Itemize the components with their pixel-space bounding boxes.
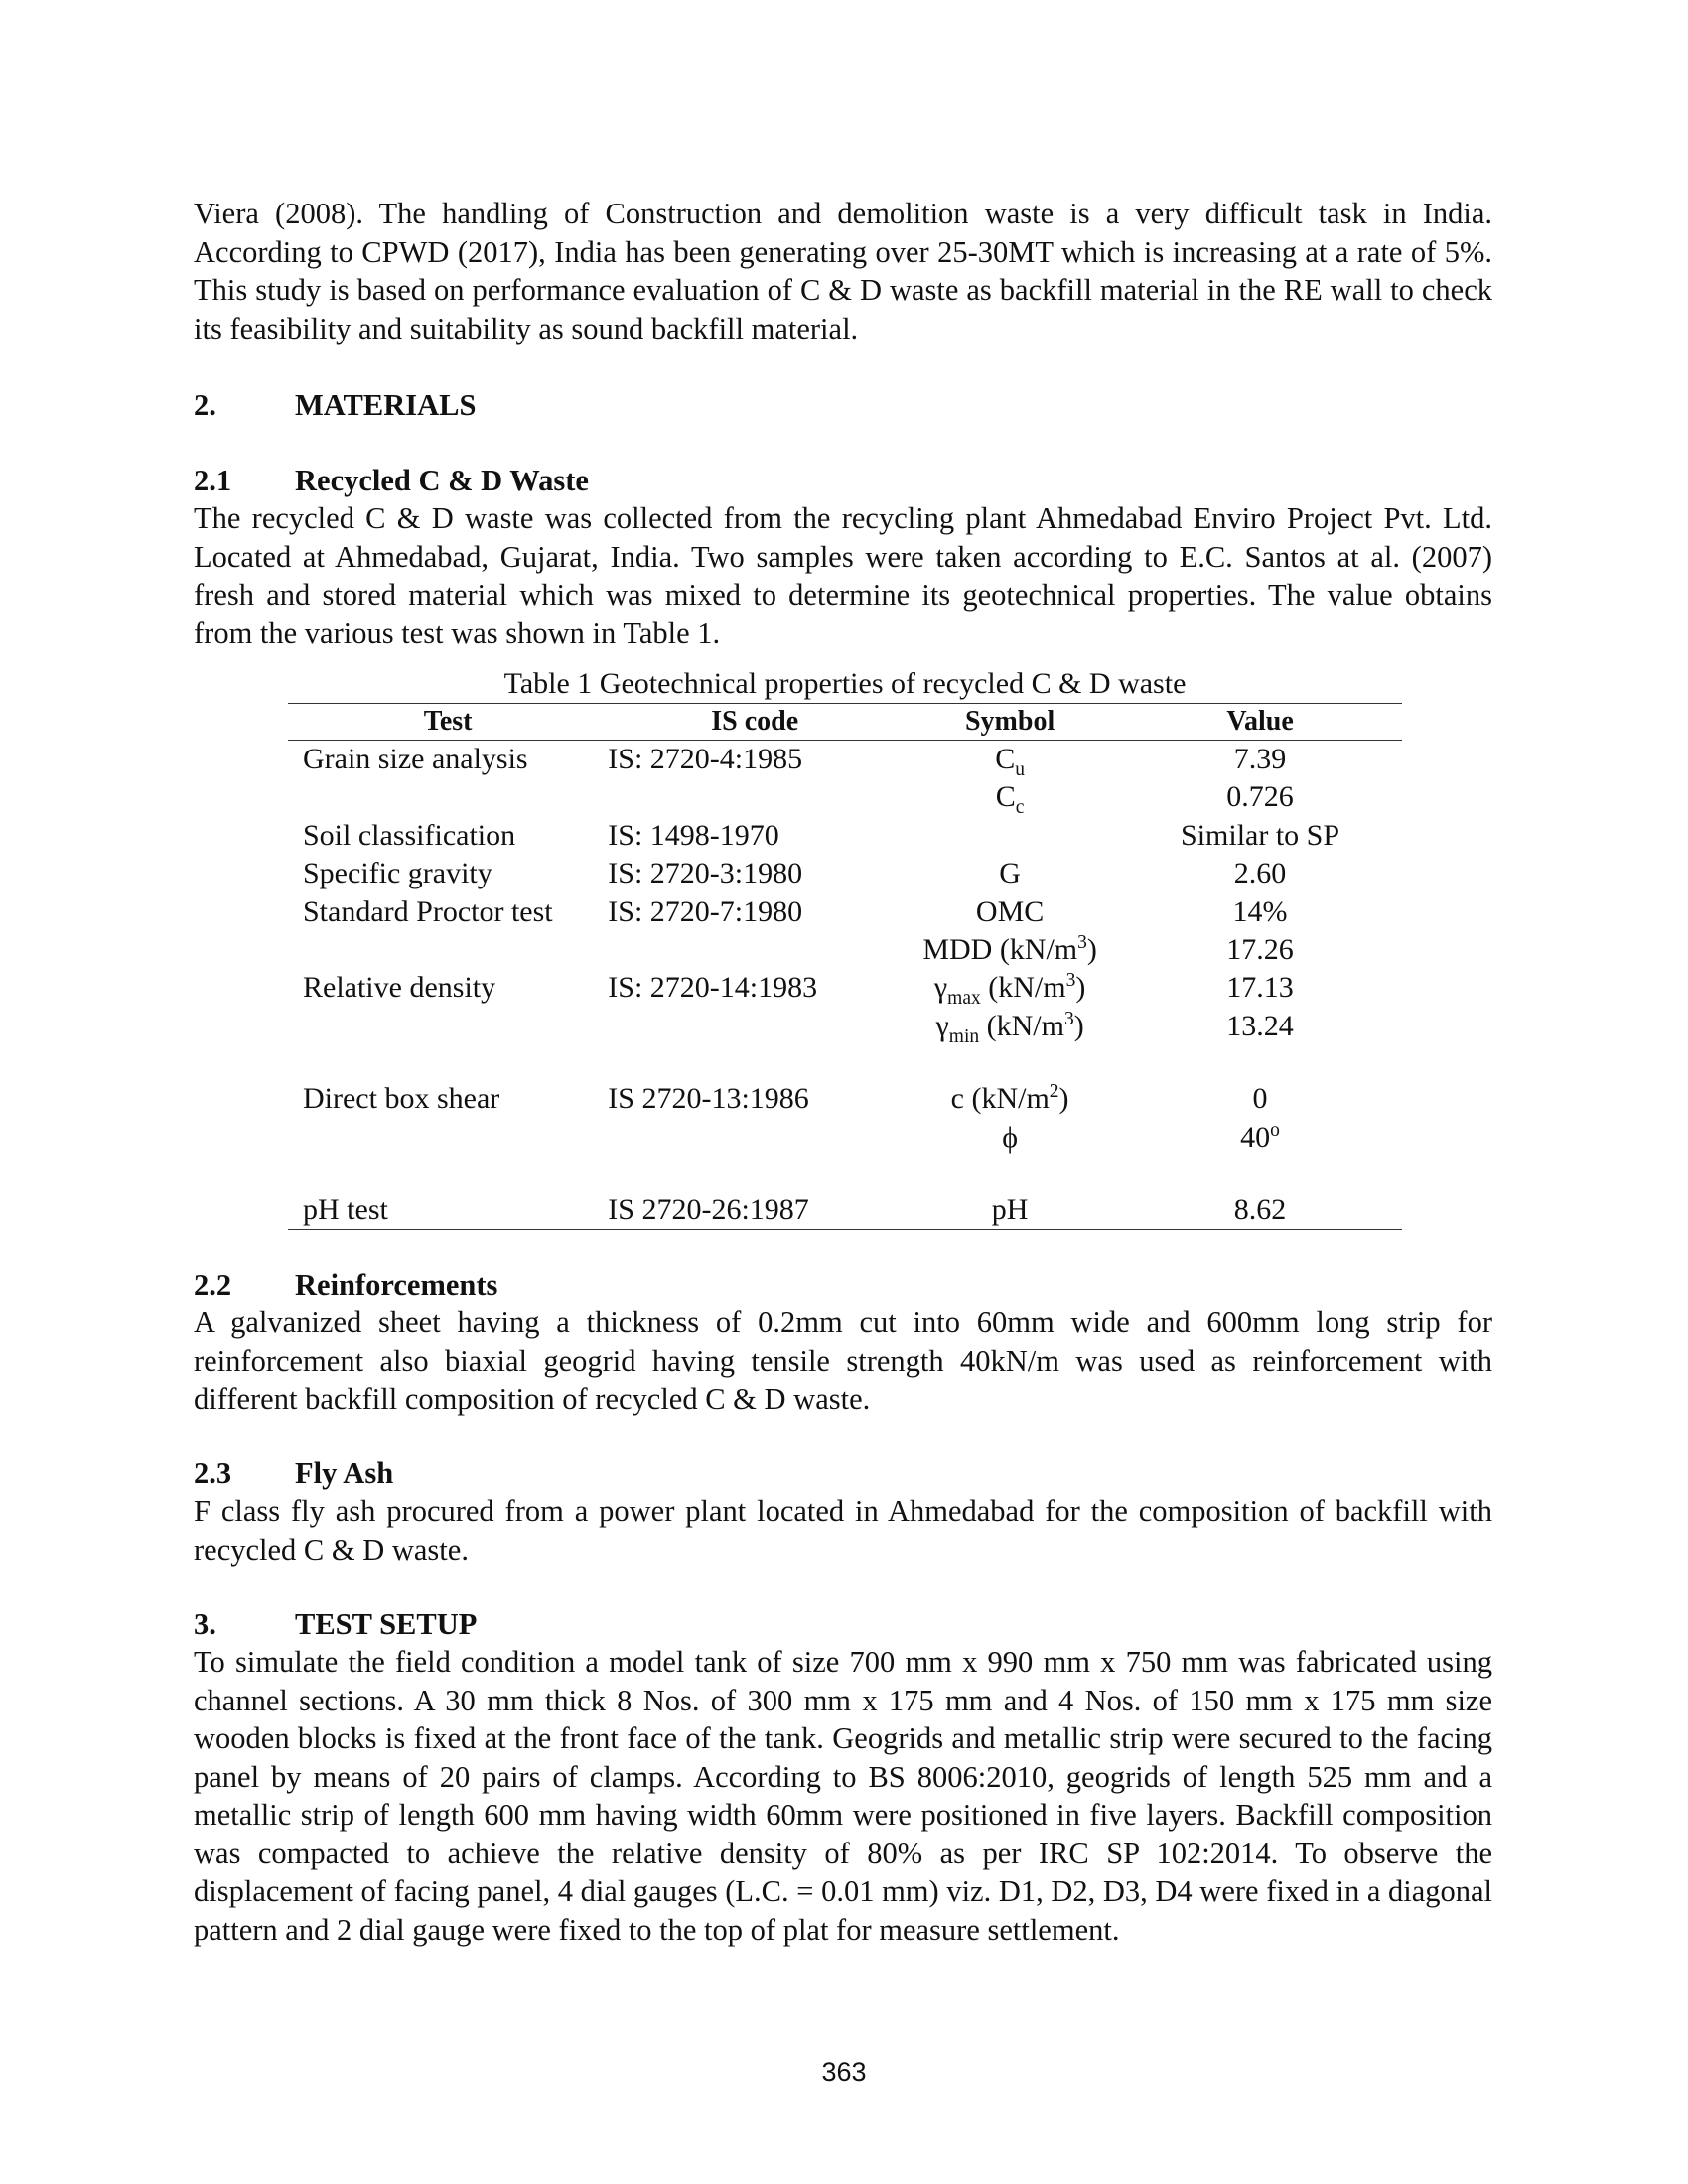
- cell-test: [288, 931, 608, 969]
- cell-test: [288, 778, 608, 816]
- table-row: [288, 855, 1402, 892]
- table-row: [288, 778, 1402, 816]
- cell-symbol: [902, 778, 1118, 819]
- geotechnical-properties-table: [288, 703, 1402, 1230]
- subsection-title: Recycled C & D Waste: [295, 464, 589, 497]
- cell-code: [608, 931, 902, 969]
- table-row: [288, 741, 1402, 779]
- symbol-text: MDD (kN/m: [922, 933, 1078, 967]
- table-row: [288, 1119, 1402, 1157]
- cell-value: 0.726: [1226, 780, 1294, 814]
- table-row: [288, 931, 1402, 969]
- cell-symbol: [902, 817, 1118, 855]
- cell-value: [1118, 1119, 1402, 1157]
- section-title: MATERIALS: [295, 388, 477, 422]
- table-spacer-row: [288, 1045, 1402, 1080]
- subsection-heading-reinforcements: [194, 1266, 497, 1303]
- symbol-superscript: 3: [1077, 932, 1087, 954]
- cell-code: IS: 2720-7:1980: [608, 894, 803, 928]
- section-heading-test-setup: [194, 1605, 477, 1643]
- cell-symbol: [902, 1080, 1118, 1118]
- symbol-text: (kN/m: [980, 971, 1066, 1005]
- cell-symbol: [902, 931, 1118, 969]
- cell-value: 17.26: [1226, 933, 1294, 967]
- value-number: 40: [1240, 1120, 1271, 1154]
- table-row: [288, 817, 1402, 855]
- symbol-text: c (kN/m: [950, 1082, 1050, 1116]
- header-is-code: IS code: [608, 704, 902, 741]
- cell-code: [608, 778, 902, 816]
- cell-test: Grain size analysis: [303, 743, 528, 775]
- cell-code: IS: 2720-3:1980: [608, 857, 803, 890]
- cell-value: 13.24: [1226, 1009, 1294, 1042]
- subsection-heading-recycled-waste: [194, 462, 589, 499]
- recycled-waste-paragraph: The recycled C & D waste was collected from the recycling plant Ahmedabad Enviro Project Pvt. Ltd. Located at Ahmedabad, Gujarat, India. Two samples were taken according to E.C. Santos at al. (2007) fresh and stored material which was mixed to determine its geotechnical properties. The value obtains from the various test was shown in Table 1.: [194, 501, 1492, 650]
- symbol-superscript: 2: [1049, 1081, 1059, 1103]
- cell-value: 17.13: [1226, 971, 1294, 1005]
- cell-test: pH test: [288, 1191, 608, 1230]
- header-value: Value: [1118, 704, 1402, 741]
- cell-code: IS 2720-13:1986: [608, 1082, 809, 1116]
- cell-value: Similar to SP: [1181, 818, 1340, 852]
- section-title: TEST SETUP: [295, 1607, 478, 1641]
- section-number: 3.: [194, 1607, 216, 1641]
- symbol-main: C: [995, 743, 1016, 775]
- table-row: [288, 1008, 1402, 1045]
- table-header-row: [288, 704, 1402, 741]
- cell-code: IS 2720-26:1987: [608, 1191, 902, 1230]
- subsection-number: 2.1: [194, 464, 232, 497]
- cell-symbol: G: [999, 857, 1021, 890]
- cell-symbol: OMC: [975, 894, 1045, 928]
- header-symbol: Symbol: [902, 704, 1118, 741]
- cell-symbol: [902, 1008, 1118, 1045]
- symbol-main: C: [995, 780, 1016, 814]
- header-test: Test: [288, 704, 608, 741]
- cell-code: [608, 1119, 902, 1157]
- cell-test: Direct box shear: [303, 1082, 500, 1116]
- cell-value: 8.62: [1118, 1191, 1402, 1230]
- cell-test: Soil classification: [303, 818, 516, 852]
- symbol-text: (kN/m: [979, 1009, 1064, 1042]
- symbol-subscript: min: [948, 1025, 980, 1047]
- degree-mark: o: [1270, 1119, 1280, 1141]
- symbol-text-end: ): [1075, 971, 1086, 1005]
- table-row: [288, 893, 1402, 931]
- cell-code: IS: 2720-4:1985: [608, 743, 803, 775]
- symbol-subscript: u: [1015, 759, 1025, 780]
- cell-code: IS: 1498-1970: [608, 818, 779, 852]
- symbol-text-end: ): [1058, 1082, 1069, 1116]
- table-row: [288, 969, 1402, 1007]
- cell-test: Standard Proctor test: [303, 894, 553, 928]
- table-row: [288, 1191, 1402, 1230]
- symbol-text-end: ): [1086, 933, 1097, 967]
- subsection-number: 2.2: [194, 1268, 232, 1301]
- subsection-title: Reinforcements: [295, 1268, 498, 1301]
- section-heading-materials: [194, 386, 476, 424]
- table-row: [288, 1080, 1402, 1118]
- page-number: 363: [821, 2057, 867, 2087]
- symbol-subscript: c: [1015, 797, 1025, 819]
- symbol-subscript: max: [947, 988, 981, 1010]
- table-spacer-row: [288, 1157, 1402, 1191]
- subsection-number: 2.3: [194, 1456, 232, 1490]
- cell-symbol: [902, 741, 1118, 779]
- cell-value: 0: [1252, 1082, 1268, 1116]
- fly-ash-paragraph: F class fly ash procured from a power plant located in Ahmedabad for the composition of backfill with recycled C & D waste.: [194, 1494, 1492, 1567]
- symbol-superscript: 3: [1065, 970, 1076, 992]
- symbol-superscript: 3: [1063, 1008, 1074, 1029]
- cell-test: [288, 1008, 608, 1045]
- gamma-symbol: γ: [933, 971, 948, 1005]
- reinforcements-paragraph: A galvanized sheet having a thickness of 0.2mm cut into 60mm wide and 600mm long strip for reinforcement also biaxial geogrid having tensile strength 40kN/m was used as reinforcement with different backfill composition of recycled C & D waste.: [194, 1305, 1492, 1416]
- cell-test: [288, 1119, 608, 1157]
- test-setup-paragraph: To simulate the field condition a model tank of size 700 mm x 990 mm x 750 mm was fabricated using channel sections. A 30 mm thick 8 Nos. of 300 mm x 175 mm and 4 Nos. of 150 mm x 175 mm size wooden blocks is fixed at the front face of the tank. Geogrids and metallic strip were secured to the facing panel by means of 20 pairs of clamps. According to BS 8006:2010, geogrids of length 525 mm and a metallic strip of length 600 mm having width 60mm were positioned in five layers. Backfill composition was compacted to achieve the relative density of 80% as per IRC SP 102:2014. To observe the displacement of facing panel, 4 dial gauges (L.C. = 0.01 mm) viz. D1, D2, D3, D4 were fixed in a diagonal pattern and 2 dial gauge were fixed to the top of plat for measure settlement.: [194, 1645, 1493, 1947]
- cell-test: Relative density: [303, 971, 496, 1005]
- cell-code: [608, 1008, 902, 1045]
- symbol-text-end: ): [1073, 1009, 1084, 1042]
- subsection-title: Fly Ash: [295, 1456, 394, 1490]
- cell-symbol: [902, 969, 1118, 1010]
- cell-value: 14%: [1232, 894, 1288, 928]
- cell-value: 7.39: [1233, 743, 1287, 775]
- cell-value: 2.60: [1233, 857, 1287, 890]
- cell-test: Specific gravity: [303, 857, 492, 890]
- cell-symbol: pH: [902, 1191, 1118, 1230]
- cell-symbol: ϕ: [1002, 1120, 1018, 1154]
- cell-code: IS: 2720-14:1983: [608, 971, 818, 1005]
- table-caption: Table 1 Geotechnical properties of recycled C & D waste: [503, 667, 1187, 700]
- section-number: 2.: [194, 388, 216, 422]
- intro-paragraph: Viera (2008). The handling of Construction and demolition waste is a very difficult task in India. According to CPWD (2017), India has been generating over 25-30MT which is increasing at a rate of 5%. This study is based on performance evaluation of C & D waste as backfill material in the RE wall to check its feasibility and suitability as sound backfill material.: [194, 197, 1492, 345]
- subsection-heading-fly-ash: [194, 1454, 393, 1492]
- gamma-symbol: γ: [935, 1009, 949, 1042]
